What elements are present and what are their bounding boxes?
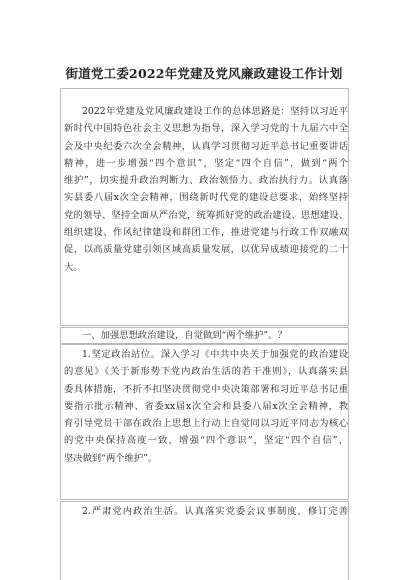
- paragraph-line: 2.严肃党内政治生活。认真落实党委会议事制度，修订完善: [82, 506, 348, 517]
- paragraph-line: 的党中央保持高度一致，增强“四个意识”，坚定“四个自信”，: [64, 435, 348, 447]
- paragraph-line: 的意见》《关于新形势下党内政治生活的若干准则》，认真落实县: [64, 366, 348, 378]
- section-heading-text: 一、加强思想政治建设，自觉做到“两个维护”。？: [82, 330, 287, 341]
- section-heading: [64, 327, 348, 344]
- paragraph-line: 精神，进一步增强“四个意识”，坚定“四个自信”，做到“两个: [64, 157, 348, 169]
- paragraph-line: 2022年党建及党风廉政建设工作的总体思路是：坚持以习近平: [82, 106, 348, 117]
- paragraph-line: 大。: [64, 261, 83, 273]
- paragraph-line: 委具体措施，不折不扣坚决贯彻党中央决策部署和习近平总书记重: [64, 383, 348, 395]
- paragraph-line: 坚决做到“两个维护”。: [64, 452, 158, 464]
- paragraph-line: 促，以高质量党建引领区域高质量发展，以优异成绩迎接党的二十: [64, 244, 348, 256]
- paragraph-line: 要指示批示精神、省委xx届x次全会和县委八届x次全会精神，教: [64, 400, 348, 412]
- item2-paragraph: [64, 503, 348, 520]
- paragraph-line: 新时代中国特色社会主义思想为指导，深入学习党的十九届六中全: [64, 123, 348, 135]
- paragraph-line: 实县委八届x次全会精神，围绕新时代党的建设总要求，始终坚持: [64, 192, 348, 204]
- intro-paragraph: [64, 103, 348, 276]
- paragraph-line: 育引导党员干部在政治上思想上行动上自觉同以习近平同志为核心: [64, 418, 348, 430]
- paragraph-line: 维护”，切实提升政治判断力、政治领悟力、政治执行力。认真落: [64, 175, 348, 187]
- paragraph-line: 党的领导、坚持全面从严治党，统筹抓好党的政治建设、思想建设、: [64, 209, 348, 221]
- paragraph-line: 1.坚定政治站位。深入学习《中共中央关于加强党的政治建设: [82, 349, 348, 360]
- paragraph-line: 会及中央纪委六次全会精神，认真学习贯彻习近平总书记重要讲话: [64, 140, 348, 152]
- item1-paragraph: [64, 346, 348, 467]
- document-title: 街道党工委2022年党建及党风廉政建设工作计划: [65, 66, 343, 81]
- paragraph-line: 组织建设、作风纪律建设和群团工作，推进党建与行政工作双融双: [64, 227, 348, 239]
